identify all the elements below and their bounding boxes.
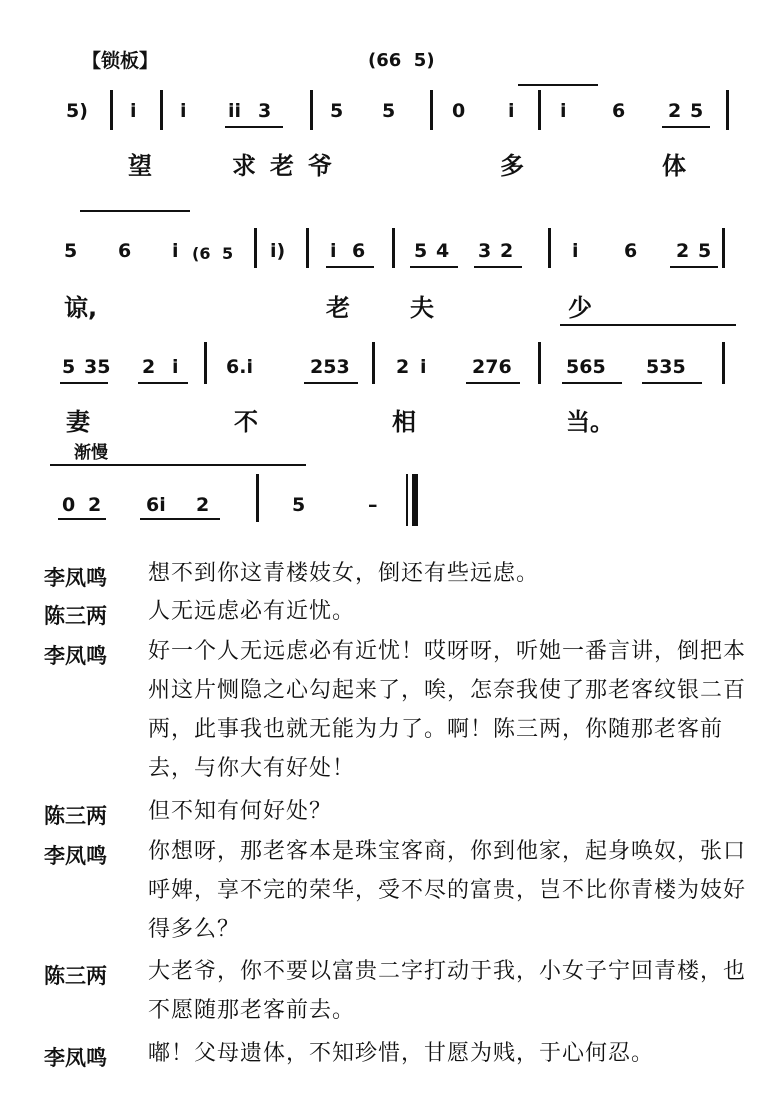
note: i	[508, 100, 515, 122]
note: i)	[270, 240, 286, 262]
note: i	[180, 100, 187, 122]
dialogue-line	[44, 960, 752, 1040]
speech-text: 但不知有何好处？	[148, 799, 333, 824]
speech-text: 嘟！父母遗体，不知珍惜，甘愿为贱，于心何忍。	[148, 1041, 655, 1066]
lyric: 望	[128, 152, 152, 180]
note: 6	[352, 240, 366, 262]
note: 2	[676, 240, 690, 262]
intro-bracket: (66 5)	[368, 50, 435, 71]
note: 5	[62, 356, 76, 378]
lyric: 妻	[66, 408, 90, 436]
speaker-name: 陈三两	[44, 603, 107, 628]
note: 2	[500, 240, 514, 262]
note: 5	[330, 100, 344, 122]
lyric: 老	[326, 294, 350, 322]
note: 3	[478, 240, 492, 262]
note: 5	[414, 240, 428, 262]
note: i	[172, 356, 179, 378]
dialogue-line	[44, 1042, 752, 1082]
speaker-name: 李凤鸣	[44, 843, 107, 868]
lyric: 夫	[410, 294, 434, 322]
speaker-name: 李凤鸣	[44, 1045, 107, 1070]
note: ii	[228, 100, 242, 122]
note: 35	[84, 356, 111, 378]
note: (6	[192, 244, 211, 263]
note: 5	[64, 240, 78, 262]
lyric: 不	[234, 408, 258, 436]
note: 2	[196, 494, 210, 516]
note: 2	[88, 494, 102, 516]
note: 0	[452, 100, 466, 122]
note: 6i	[146, 494, 166, 516]
note: 5	[222, 244, 234, 263]
note: i	[172, 240, 179, 262]
lyric: 少	[568, 294, 592, 322]
speech-text: 人无远虑必有近忧。	[148, 599, 356, 624]
lyric: 当。	[566, 408, 614, 436]
lyric: 求老爷	[232, 152, 346, 180]
speaker-name: 陈三两	[44, 803, 107, 828]
tempo-mark: 【锁板】	[82, 50, 159, 72]
note: 5	[292, 494, 306, 516]
speech-text: 你想呀，那老客本是珠宝客商，你到他家，起身唤奴，张口呼婢，享不完的荣华，受不尽的富贵，岂不比你青楼为妓好得多么？	[148, 839, 747, 942]
note: 6	[612, 100, 626, 122]
speaker-name: 陈三两	[44, 963, 107, 988]
note: 6	[624, 240, 638, 262]
speech-text: 好一个人无远虑必有近忧！哎呀呀，听她一番言讲，倒把本州这片恻隐之心勾起来了，唉，怎奈我使了那老客纹银二百两，此事我也就无能为力了。啊！陈三两，你随那老客前去，与你大有好处！	[148, 639, 747, 781]
note: 253	[310, 356, 350, 378]
note: 535	[646, 356, 686, 378]
note: 276	[472, 356, 512, 378]
note: 4	[436, 240, 450, 262]
note: 2	[396, 356, 410, 378]
speaker-name: 李凤鸣	[44, 565, 107, 590]
note: i	[420, 356, 427, 378]
note: 3	[258, 100, 272, 122]
slow-mark: 渐慢	[74, 443, 108, 463]
note: 5	[382, 100, 396, 122]
speech-text: 想不到你这青楼妓女，倒还有些远虑。	[148, 561, 540, 586]
speech-text: 大老爷，你不要以富贵二字打动于我，小女子宁回青楼，也不愿随那老客前去。	[148, 959, 747, 1023]
note: 565	[566, 356, 606, 378]
note: 6	[118, 240, 132, 262]
note: 2	[142, 356, 156, 378]
lyric: 谅,	[64, 294, 98, 322]
dialogue-line	[44, 640, 752, 800]
note: 2	[668, 100, 682, 122]
note: 5	[698, 240, 712, 262]
note: i	[330, 240, 337, 262]
note: 5	[690, 100, 704, 122]
speaker-name: 李凤鸣	[44, 643, 107, 668]
note: 6.i	[226, 356, 253, 378]
dialogue-line	[44, 840, 752, 958]
note: 5)	[66, 100, 88, 122]
lyric: 多	[500, 152, 524, 180]
lyric: 相	[392, 408, 416, 436]
note: 0	[62, 494, 76, 516]
lyric: 体	[662, 152, 686, 180]
note: i	[560, 100, 567, 122]
note: –	[368, 494, 378, 516]
note: i	[572, 240, 579, 262]
note: i	[130, 100, 137, 122]
